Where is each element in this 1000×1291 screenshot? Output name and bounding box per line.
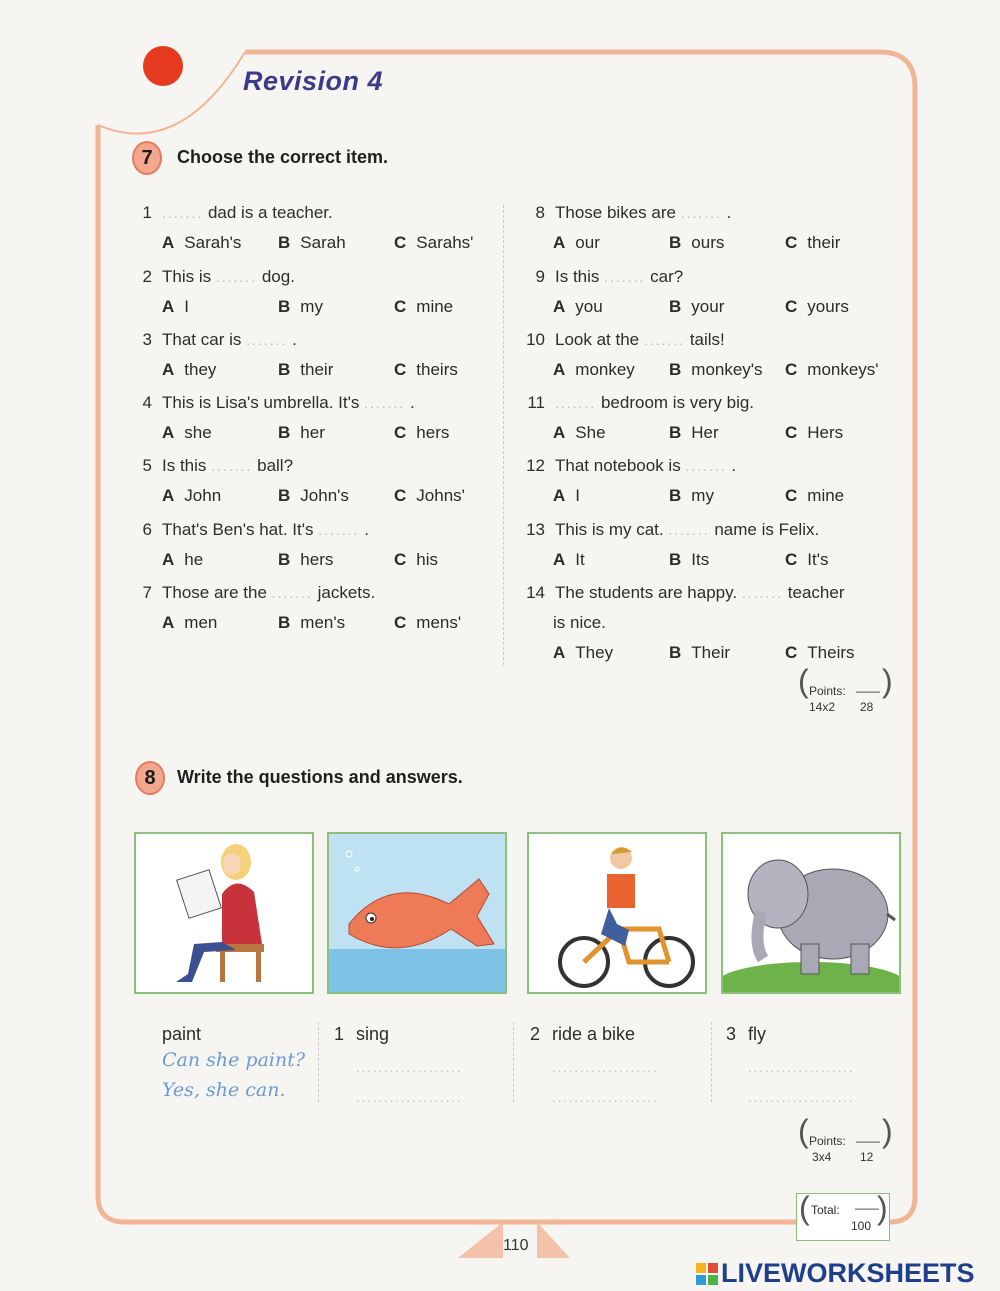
question-number: 6: [142, 520, 152, 539]
total-label: Total:: [811, 1203, 840, 1217]
blank-dots: .......: [643, 332, 686, 348]
blank-dots: .......: [215, 269, 258, 285]
option-letter: C: [394, 423, 407, 442]
question-pre: Those are the: [162, 583, 267, 602]
question-post: .: [410, 393, 415, 412]
header-dot-icon: [143, 46, 183, 86]
option-c: [785, 297, 849, 317]
page-number: 110: [503, 1237, 529, 1254]
blank-dots: .......: [680, 205, 722, 221]
option-text: theirs: [416, 360, 458, 379]
option-text: hers: [300, 550, 334, 569]
option-text: She: [575, 423, 606, 442]
option-letter: C: [785, 297, 798, 316]
option-letter: B: [278, 233, 291, 252]
question-text: [515, 393, 754, 413]
brand-icon: [696, 1263, 718, 1285]
question-text: [515, 583, 844, 603]
total-box: ( Total: —— 100 ): [796, 1193, 890, 1241]
option-text: men's: [300, 613, 346, 632]
question-pre: This is Lisa's umbrella. It's: [162, 393, 360, 412]
option-letter: A: [162, 550, 175, 569]
question-text: [130, 520, 369, 540]
option-letter: A: [553, 360, 566, 379]
brand-logo: [696, 1258, 975, 1289]
question-text: [130, 393, 415, 413]
option-b: [669, 297, 724, 317]
example-verb: paint: [162, 1024, 202, 1044]
blank-dots: .......: [246, 332, 288, 348]
option-c: [394, 486, 465, 506]
option-letter: C: [785, 550, 798, 569]
option-letter: B: [669, 643, 682, 662]
question-text: [130, 583, 375, 603]
option-letter: A: [553, 486, 566, 505]
option-text: mens': [416, 613, 462, 632]
brand-name: LIVEWORKSHEETS: [721, 1258, 975, 1288]
option-text: his: [416, 550, 439, 569]
option-letter: B: [669, 486, 682, 505]
question-post: .: [292, 330, 297, 349]
total-value: 100: [851, 1219, 872, 1233]
option-letter: B: [278, 423, 291, 442]
option-letter: B: [278, 613, 291, 632]
option-b: [278, 613, 345, 633]
question-number: 1: [142, 203, 152, 222]
option-text: They: [575, 643, 614, 662]
option-b: [669, 643, 730, 663]
task-verb: [726, 1024, 766, 1045]
task-number: 2: [530, 1024, 541, 1044]
task-verb-text: sing: [356, 1024, 390, 1044]
blank-dots: .......: [211, 458, 253, 474]
option-letter: B: [669, 360, 682, 379]
points-label: Points:: [809, 1134, 846, 1148]
task-divider: [513, 1022, 514, 1102]
option-text: my: [691, 486, 714, 505]
question-text: [130, 203, 333, 223]
question-post: name is Felix.: [714, 520, 820, 539]
question-post: car?: [650, 267, 684, 286]
option-letter: A: [162, 613, 175, 632]
option-letter: B: [669, 423, 682, 442]
option-b: [278, 550, 333, 570]
option-letter: A: [553, 233, 566, 252]
exercise-7-number: 7: [132, 141, 162, 175]
option-a: [162, 550, 203, 570]
option-text: her: [300, 423, 325, 442]
question-pre: Is this: [555, 267, 600, 286]
option-text: Sarahs': [416, 233, 474, 252]
question-number: 14: [526, 583, 545, 602]
question-post: .: [726, 203, 732, 222]
option-a: [162, 423, 212, 443]
option-text: Its: [691, 550, 710, 569]
option-b: [278, 486, 349, 506]
question-pre: This is: [162, 267, 212, 286]
exercise-7-title: Choose the correct item.: [177, 147, 389, 167]
option-letter: A: [162, 297, 175, 316]
question-number: 10: [526, 330, 545, 349]
option-text: Johns': [416, 486, 465, 505]
option-text: Their: [691, 643, 731, 662]
option-c: [394, 423, 449, 443]
exercise-8-title: Write the questions and answers.: [177, 767, 463, 787]
question-number: 4: [142, 393, 152, 412]
points-label: Points:: [809, 684, 846, 698]
task-number: 1: [334, 1024, 345, 1044]
question-number: 5: [142, 456, 152, 475]
option-a: [162, 233, 241, 253]
question-number: 7: [142, 583, 152, 602]
option-letter: A: [162, 360, 175, 379]
option-text: our: [575, 233, 600, 252]
option-b: [278, 360, 333, 380]
question-pre: Look at the: [555, 330, 640, 349]
option-text: I: [575, 486, 581, 505]
question-number: 13: [526, 520, 545, 539]
question-text: [130, 456, 293, 476]
picture-fish: [327, 832, 507, 994]
question-text: [515, 330, 725, 350]
picture-elephant: [721, 832, 901, 994]
points-total: 12: [860, 1150, 874, 1164]
option-text: he: [184, 550, 204, 569]
option-letter: B: [278, 550, 291, 569]
option-c: [394, 613, 461, 633]
example-question: Can she paint?: [162, 1049, 306, 1071]
option-c: [394, 233, 473, 253]
option-text: she: [184, 423, 212, 442]
option-text: Hers: [807, 423, 844, 442]
question-post: ball?: [257, 456, 294, 475]
question-number: 12: [526, 456, 545, 475]
option-text: Sarah: [300, 233, 346, 252]
question-number: 3: [142, 330, 152, 349]
option-c: [394, 550, 438, 570]
option-text: men: [184, 613, 218, 632]
option-text: my: [300, 297, 323, 316]
option-c: [394, 360, 458, 380]
option-letter: C: [785, 360, 798, 379]
option-text: John: [184, 486, 222, 505]
option-text: mine: [807, 486, 845, 505]
blank-dots: .......: [685, 458, 727, 474]
option-text: I: [184, 297, 190, 316]
option-letter: C: [785, 423, 798, 442]
option-b: [669, 423, 719, 443]
picture-girl-painting: [134, 832, 314, 994]
points-calc: 3x4: [812, 1150, 832, 1164]
option-c: [785, 643, 855, 663]
example-answer: Yes, she can.: [162, 1079, 286, 1101]
question-pre: That notebook is: [555, 456, 681, 475]
task-divider: [318, 1022, 319, 1102]
picture-boy-cycling: [527, 832, 707, 994]
write-line[interactable]: ...................: [748, 1060, 855, 1075]
option-text: Her: [691, 423, 719, 442]
option-c: [785, 550, 828, 570]
option-text: Sarah's: [184, 233, 242, 252]
blank-dots: .......: [271, 585, 313, 601]
option-letter: A: [553, 297, 566, 316]
option-b: [669, 550, 709, 570]
option-text: their: [807, 233, 841, 252]
write-line[interactable]: ...................: [356, 1090, 463, 1105]
column-divider: [503, 205, 504, 665]
option-a: [162, 297, 189, 317]
option-a: [553, 297, 603, 317]
option-letter: B: [278, 297, 291, 316]
question-post: dog.: [261, 267, 295, 286]
question-post: teacher: [787, 583, 845, 602]
option-text: monkey's: [691, 360, 763, 379]
question-post: dad is a teacher.: [207, 203, 333, 222]
write-line[interactable]: ...................: [552, 1060, 659, 1075]
question-number: 11: [527, 393, 545, 412]
write-line[interactable]: ...................: [552, 1090, 659, 1105]
option-letter: B: [278, 360, 291, 379]
question-pre: That car is: [162, 330, 242, 349]
option-b: [669, 233, 724, 253]
blank-dots: .......: [318, 522, 360, 538]
option-text: John's: [300, 486, 349, 505]
option-c: [785, 233, 840, 253]
option-a: [553, 423, 606, 443]
option-text: mine: [416, 297, 454, 316]
blank-dots: .......: [741, 585, 784, 601]
page-title: Revision 4: [243, 66, 384, 96]
option-letter: A: [553, 643, 566, 662]
question-post: tails!: [689, 330, 725, 349]
option-letter: C: [394, 233, 407, 252]
task-verb: [530, 1024, 635, 1045]
question-text: [515, 267, 683, 287]
option-a: [162, 486, 221, 506]
exercise-8-number: 8: [135, 761, 165, 795]
question-post: bedroom is very big.: [600, 393, 755, 412]
blank-dots: .......: [364, 395, 406, 411]
option-letter: A: [162, 423, 175, 442]
option-letter: C: [785, 233, 798, 252]
task-verb: [334, 1024, 389, 1045]
option-text: monkey: [575, 360, 635, 379]
question-number: 2: [142, 267, 152, 286]
question-pre: That's Ben's hat. It's: [162, 520, 314, 539]
option-text: It's: [807, 550, 829, 569]
option-letter: B: [669, 550, 682, 569]
option-letter: C: [394, 360, 407, 379]
question-number: 9: [535, 267, 545, 286]
option-letter: B: [669, 233, 682, 252]
option-b: [278, 423, 325, 443]
option-text: your: [691, 297, 725, 316]
blank-dots: .......: [668, 522, 710, 538]
points-total: 28: [860, 700, 874, 714]
option-b: [278, 233, 346, 253]
option-c: [785, 360, 879, 380]
option-letter: B: [669, 297, 682, 316]
question-text: [130, 330, 297, 350]
option-text: yours: [807, 297, 849, 316]
option-letter: C: [394, 550, 407, 569]
option-text: hers: [416, 423, 450, 442]
option-letter: B: [278, 486, 291, 505]
question-line2: is nice.: [553, 613, 606, 632]
option-c: [785, 423, 843, 443]
question-post: .: [364, 520, 369, 539]
write-line[interactable]: ...................: [748, 1090, 855, 1105]
option-text: you: [575, 297, 603, 316]
option-letter: C: [785, 643, 798, 662]
option-text: ours: [691, 233, 725, 252]
option-a: [553, 486, 580, 506]
option-c: [785, 486, 844, 506]
question-pre: The students are happy.: [555, 583, 738, 602]
question-text: [515, 456, 736, 476]
option-text: monkeys': [807, 360, 879, 379]
question-text: [515, 520, 819, 540]
write-line[interactable]: ...................: [356, 1060, 463, 1075]
question-pre: Is this: [162, 456, 207, 475]
option-letter: A: [553, 423, 566, 442]
question-number: 8: [535, 203, 545, 222]
option-a: [553, 360, 635, 380]
option-a: [553, 233, 600, 253]
option-a: [162, 613, 217, 633]
question-pre: This is my cat.: [555, 520, 664, 539]
task-divider: [711, 1022, 712, 1102]
question-text: [130, 267, 295, 287]
question-post: .: [731, 456, 737, 475]
option-c: [394, 297, 453, 317]
blank-dots: .......: [604, 269, 646, 285]
option-b: [278, 297, 323, 317]
option-text: their: [300, 360, 334, 379]
option-a: [162, 360, 216, 380]
option-a: [553, 643, 613, 663]
question-pre: Those bikes are: [555, 203, 676, 222]
option-letter: A: [162, 486, 175, 505]
option-text: It: [575, 550, 585, 569]
option-letter: C: [394, 297, 407, 316]
option-letter: C: [785, 486, 798, 505]
task-verb-text: fly: [748, 1024, 767, 1044]
option-a: [553, 550, 585, 570]
points-calc: 14x2: [809, 700, 836, 714]
option-text: they: [184, 360, 217, 379]
option-b: [669, 486, 714, 506]
blank-dots: .......: [555, 395, 597, 411]
option-letter: A: [553, 550, 566, 569]
question-text: [515, 203, 731, 223]
option-text: Theirs: [807, 643, 855, 662]
task-verb-text: ride a bike: [552, 1024, 636, 1044]
option-b: [669, 360, 763, 380]
task-number: 3: [726, 1024, 737, 1044]
option-letter: C: [394, 486, 407, 505]
option-letter: A: [162, 233, 175, 252]
blank-dots: .......: [162, 205, 204, 221]
question-post: jackets.: [317, 583, 376, 602]
option-letter: C: [394, 613, 407, 632]
